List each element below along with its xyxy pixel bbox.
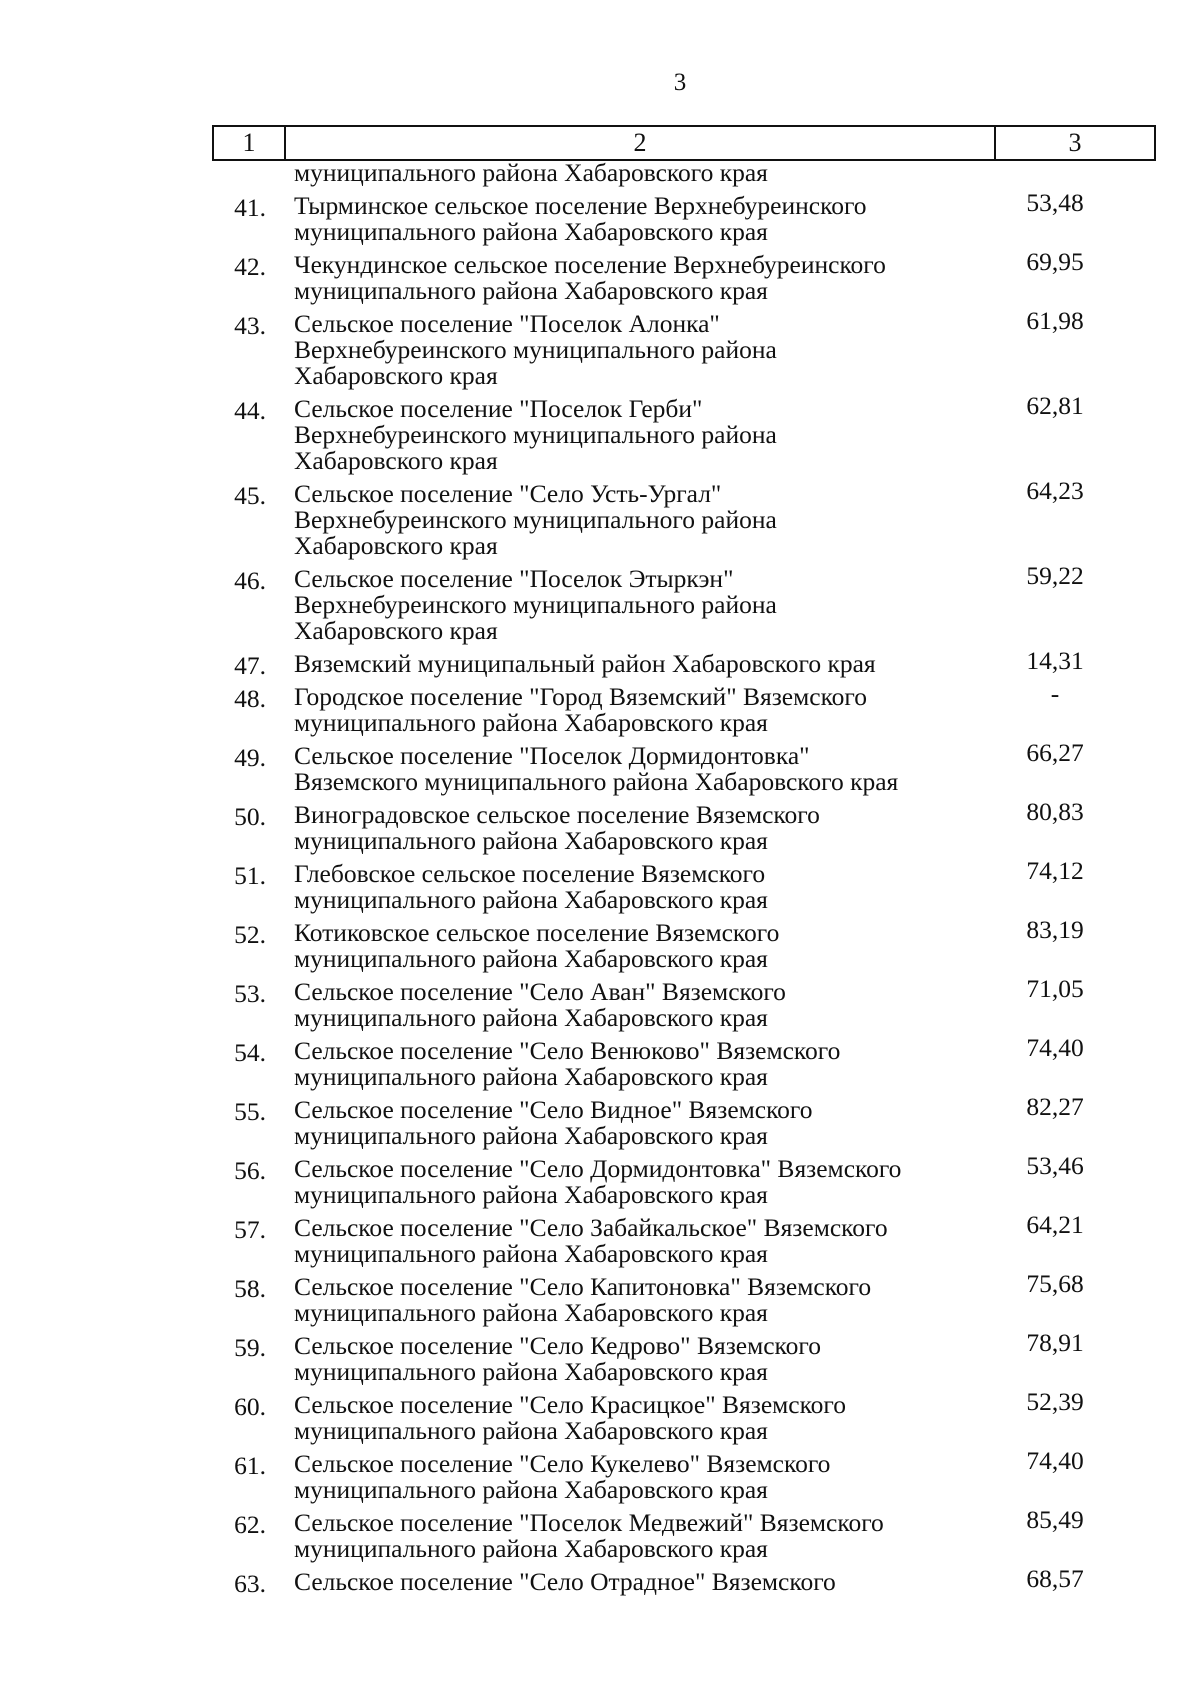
settlement-name xyxy=(294,1274,984,1326)
table-row xyxy=(0,1446,1200,1504)
settlement-name-line: Сельское поселение "Село Аван" Вяземского xyxy=(294,977,786,1006)
settlement-name xyxy=(294,1038,984,1090)
settlement-name-line: муниципального района Хабаровского края xyxy=(294,217,768,246)
table-row xyxy=(0,476,1200,560)
settlement-name xyxy=(294,920,984,972)
settlement-name xyxy=(294,1451,984,1503)
settlement-name-line: Городское поселение "Город Вяземский" Вяземского xyxy=(294,682,867,711)
row-value: 52,39 xyxy=(1026,1387,1084,1416)
settlement-name-line: муниципального района Хабаровского края xyxy=(294,1416,768,1445)
settlement-name-line: Хабаровского края xyxy=(294,361,498,390)
settlement-name-line: муниципального района Хабаровского края xyxy=(294,826,768,855)
row-number: 60. xyxy=(234,1392,266,1421)
settlement-name-line: Сельское поселение "Село Дормидонтовка" Вяземского xyxy=(294,1154,902,1183)
settlement-name-line: Сельское поселение "Поселок Этыркэн" xyxy=(294,564,734,593)
settlement-name xyxy=(294,1569,984,1595)
table-row xyxy=(0,974,1200,1032)
settlement-name-line: Виноградовское сельское поселение Вяземского xyxy=(294,800,820,829)
row-value: 59,22 xyxy=(1026,561,1084,590)
settlement-name-line: Сельское поселение "Село Отрадное" Вяземского xyxy=(294,1567,836,1596)
settlement-name-line: муниципального района Хабаровского края xyxy=(294,276,768,305)
table-header xyxy=(212,125,1156,161)
row-value: 69,95 xyxy=(1026,247,1084,276)
settlement-name-line: муниципального района Хабаровского края xyxy=(294,885,768,914)
header-col-2: 2 xyxy=(286,127,996,159)
settlement-name-line: Сельское поселение "Село Красицкое" Вяземского xyxy=(294,1390,847,1419)
page-number: 3 xyxy=(673,69,687,96)
settlement-name xyxy=(294,1156,984,1208)
continuation-line: муниципального района Хабаровского края xyxy=(294,158,768,187)
row-value: 61,98 xyxy=(1026,306,1084,335)
settlement-name-line: муниципального района Хабаровского края xyxy=(294,944,768,973)
row-value: 71,05 xyxy=(1026,974,1084,1003)
settlement-name-line: Сельское поселение "Село Забайкальское" Вяземского xyxy=(294,1213,888,1242)
settlement-name-line: Сельское поселение "Село Капитоновка" Вяземского xyxy=(294,1272,872,1301)
settlement-name xyxy=(294,1215,984,1267)
row-value: 53,48 xyxy=(1026,188,1084,217)
header-col-1: 1 xyxy=(214,127,286,159)
settlement-name-line: Вяземский муниципальный район Хабаровского края xyxy=(294,649,876,678)
table-row xyxy=(0,391,1200,475)
settlement-name-line: Хабаровского края xyxy=(294,446,498,475)
settlement-name xyxy=(294,743,984,795)
row-number: 45. xyxy=(234,481,266,510)
table-row xyxy=(0,1151,1200,1209)
table-row xyxy=(0,1092,1200,1150)
settlement-name xyxy=(294,861,984,913)
settlement-name xyxy=(294,1392,984,1444)
row-value: 78,91 xyxy=(1026,1328,1084,1357)
settlement-name-line: муниципального района Хабаровского края xyxy=(294,1298,768,1327)
row-value: 66,27 xyxy=(1026,738,1084,767)
settlement-name-line: Сельское поселение "Поселок Медвежий" Вяземского xyxy=(294,1508,884,1537)
settlement-name-line: Хабаровского края xyxy=(294,531,498,560)
table-row xyxy=(0,1328,1200,1386)
row-value: 74,12 xyxy=(1026,856,1084,885)
row-value: 14,31 xyxy=(1026,646,1084,675)
row-number: 62. xyxy=(234,1510,266,1539)
table-row xyxy=(0,188,1200,246)
row-number: 61. xyxy=(234,1451,266,1480)
row-value: 68,57 xyxy=(1026,1564,1084,1593)
settlement-name xyxy=(294,311,984,389)
settlement-name-line: Чекундинское сельское поселение Верхнебуреинского xyxy=(294,250,886,279)
row-number: 49. xyxy=(234,743,266,772)
row-value: 82,27 xyxy=(1026,1092,1084,1121)
row-value: 64,23 xyxy=(1026,476,1084,505)
row-number: 41. xyxy=(234,193,266,222)
row-value: 83,19 xyxy=(1026,915,1084,944)
row-value: 74,40 xyxy=(1026,1446,1084,1475)
table-row xyxy=(0,1210,1200,1268)
settlement-name-line: Сельское поселение "Поселок Герби" xyxy=(294,394,703,423)
row-value: 74,40 xyxy=(1026,1033,1084,1062)
row-value: 64,21 xyxy=(1026,1210,1084,1239)
settlement-name-line: Сельское поселение "Село Усть-Ургал" xyxy=(294,479,722,508)
settlement-name-line: Котиковское сельское поселение Вяземского xyxy=(294,918,780,947)
table-row xyxy=(0,306,1200,390)
table-row xyxy=(0,679,1200,737)
row-number: 43. xyxy=(234,311,266,340)
row-number: 53. xyxy=(234,979,266,1008)
table-row xyxy=(0,915,1200,973)
table-row xyxy=(0,1564,1200,1598)
settlement-name xyxy=(294,481,984,559)
settlement-name-line: муниципального района Хабаровского края xyxy=(294,1239,768,1268)
row-number: 46. xyxy=(234,566,266,595)
settlement-name-line: муниципального района Хабаровского края xyxy=(294,1121,768,1150)
row-number: 63. xyxy=(234,1569,266,1598)
settlement-name-line: муниципального района Хабаровского края xyxy=(294,1475,768,1504)
table-row xyxy=(0,1505,1200,1563)
row-number: 58. xyxy=(234,1274,266,1303)
row-number: 52. xyxy=(234,920,266,949)
table-row xyxy=(0,797,1200,855)
table-row xyxy=(0,856,1200,914)
settlement-name xyxy=(294,193,984,245)
row-value: 75,68 xyxy=(1026,1269,1084,1298)
settlement-name xyxy=(294,396,984,474)
settlement-name-line: муниципального района Хабаровского края xyxy=(294,1062,768,1091)
settlement-name-line: Верхнебуреинского муниципального района xyxy=(294,420,777,449)
table-row xyxy=(0,1269,1200,1327)
row-value: 62,81 xyxy=(1026,391,1084,420)
settlement-name-line: Сельское поселение "Село Видное" Вяземского xyxy=(294,1095,813,1124)
settlement-name xyxy=(294,684,984,736)
row-value: 85,49 xyxy=(1026,1505,1084,1534)
settlement-name-line: Верхнебуреинского муниципального района xyxy=(294,590,777,619)
row-number: 56. xyxy=(234,1156,266,1185)
table-row xyxy=(0,247,1200,305)
settlement-name xyxy=(294,566,984,644)
table-row xyxy=(0,561,1200,645)
table-row xyxy=(0,1033,1200,1091)
settlement-name xyxy=(294,1097,984,1149)
settlement-name-line: Сельское поселение "Село Венюково" Вяземского xyxy=(294,1036,841,1065)
settlement-name xyxy=(294,252,984,304)
settlement-name-line: Сельское поселение "Поселок Дормидонтовка" xyxy=(294,741,810,770)
settlement-name-line: муниципального района Хабаровского края xyxy=(294,1357,768,1386)
settlement-name xyxy=(294,979,984,1031)
header-col-3: 3 xyxy=(1068,128,1082,157)
settlement-name xyxy=(294,1333,984,1385)
row-value: 53,46 xyxy=(1026,1151,1084,1180)
settlement-name xyxy=(294,1510,984,1562)
row-number: 42. xyxy=(234,252,266,281)
row-number: 55. xyxy=(234,1097,266,1126)
row-number: 54. xyxy=(234,1038,266,1067)
settlement-name xyxy=(294,802,984,854)
settlement-name-line: Верхнебуреинского муниципального района xyxy=(294,505,777,534)
row-value: - xyxy=(1050,679,1060,708)
settlement-name-line: муниципального района Хабаровского края xyxy=(294,1180,768,1209)
settlement-name-line: Глебовское сельское поселение Вяземского xyxy=(294,859,766,888)
settlement-name-line: Хабаровского края xyxy=(294,616,498,645)
settlement-name-line: Сельское поселение "Село Кедрово" Вяземского xyxy=(294,1331,821,1360)
row-number: 48. xyxy=(234,684,266,713)
row-number: 50. xyxy=(234,802,266,831)
settlement-name-line: муниципального района Хабаровского края xyxy=(294,1003,768,1032)
settlement-name-line: Сельское поселение "Поселок Алонка" xyxy=(294,309,720,338)
table-row xyxy=(0,646,1200,680)
row-number: 47. xyxy=(234,651,266,680)
settlement-name-line: Сельское поселение "Село Кукелево" Вяземского xyxy=(294,1449,831,1478)
settlement-name-line: муниципального района Хабаровского края xyxy=(294,1534,768,1563)
settlement-name-line: Верхнебуреинского муниципального района xyxy=(294,335,777,364)
settlement-name xyxy=(294,651,984,677)
settlement-name-line: Тырминское сельское поселение Верхнебуреинского xyxy=(294,191,867,220)
settlement-name-line: Вяземского муниципального района Хабаровского края xyxy=(294,767,899,796)
row-number: 44. xyxy=(234,396,266,425)
settlement-name-line: муниципального района Хабаровского края xyxy=(294,708,768,737)
table-body xyxy=(0,188,1200,1602)
row-number: 51. xyxy=(234,861,266,890)
table-row xyxy=(0,738,1200,796)
row-value: 80,83 xyxy=(1026,797,1084,826)
row-number: 57. xyxy=(234,1215,266,1244)
table-row xyxy=(0,1387,1200,1445)
row-number: 59. xyxy=(234,1333,266,1362)
